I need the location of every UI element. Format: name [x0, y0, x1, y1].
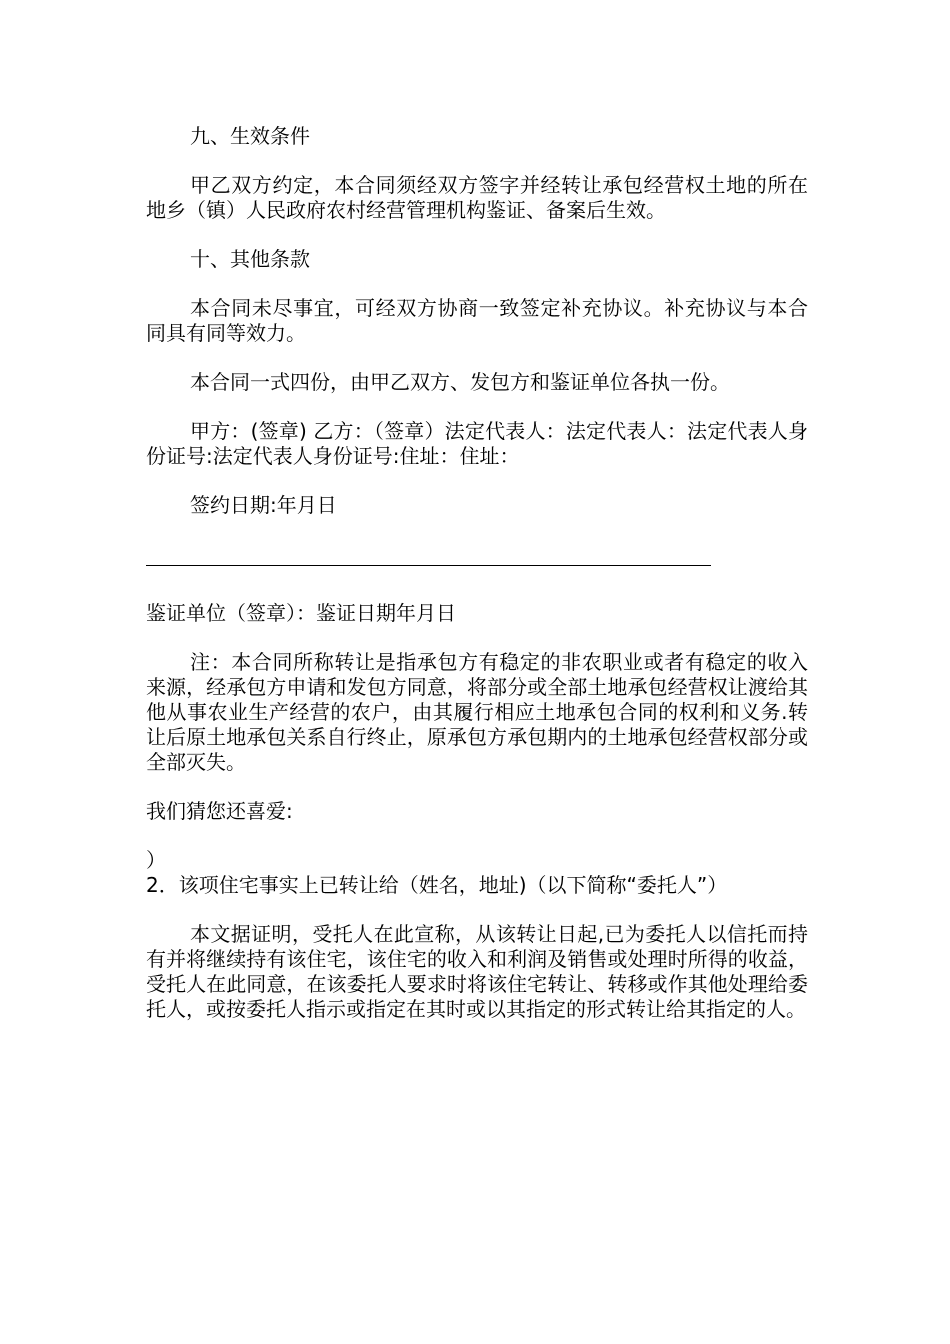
also-like-heading: 我们猜您还喜爱:: [146, 799, 293, 823]
section10-heading: 十、其他条款: [190, 247, 310, 271]
section10-body: 本合同未尽事宜，可经双方协商一致签定补充协议。补充协议与本合同具有同等效力。: [146, 296, 808, 345]
closing-paren: ）: [146, 848, 166, 872]
signatures-paragraph: 甲方：(签章) 乙方：（签章）法定代表人：法定代表人：法定代表人身份证号:法定代表人身份证号:住址：住址：: [146, 419, 808, 468]
document-body: [146, 124, 808, 1046]
trust-paragraph: 本文据证明，受托人在此宣称，从该转让日起,已为委托人以信托而持有并将继续持有该住宅，该住宅的收入和利润及销售或处理时所得的收益，受托人在此同意，在该委托人要求时将该住宅转让、转移或作其他处理给委托人，或按委托人指示或指定在其时或以其指定的形式转让给其指定的人。: [146, 922, 808, 1021]
section9-body: 甲乙双方约定，本合同须经双方签字并经转让承包经营权土地的所在地乡（镇）人民政府农村经营管理机构鉴证、备案后生效。: [146, 173, 808, 222]
note-paragraph: 注：本合同所称转让是指承包方有稳定的非农职业或者有稳定的收入来源，经承包方申请和发包方同意，将部分或全部土地承包经营权让渡给其他从事农业生产经营的农户，由其履行相应土地承包合同的权利和义务.转让后原土地承包关系自行终止，原承包方承包期内的土地承包经营权部分或全部灭失。: [146, 650, 808, 774]
separator-line: [146, 565, 711, 566]
sign-date: 签约日期:年月日: [190, 493, 337, 517]
section9-heading: 九、生效条件: [190, 124, 310, 148]
certification-line: 鉴证单位（签章）：鉴证日期年月日: [146, 601, 456, 625]
item-2: 2．该项住宅事实上已转让给（姓名，地址)（以下简称“委托人”）: [146, 873, 728, 897]
copies-paragraph: 本合同一式四份，由甲乙双方、发包方和鉴证单位各执一份。: [190, 370, 730, 394]
